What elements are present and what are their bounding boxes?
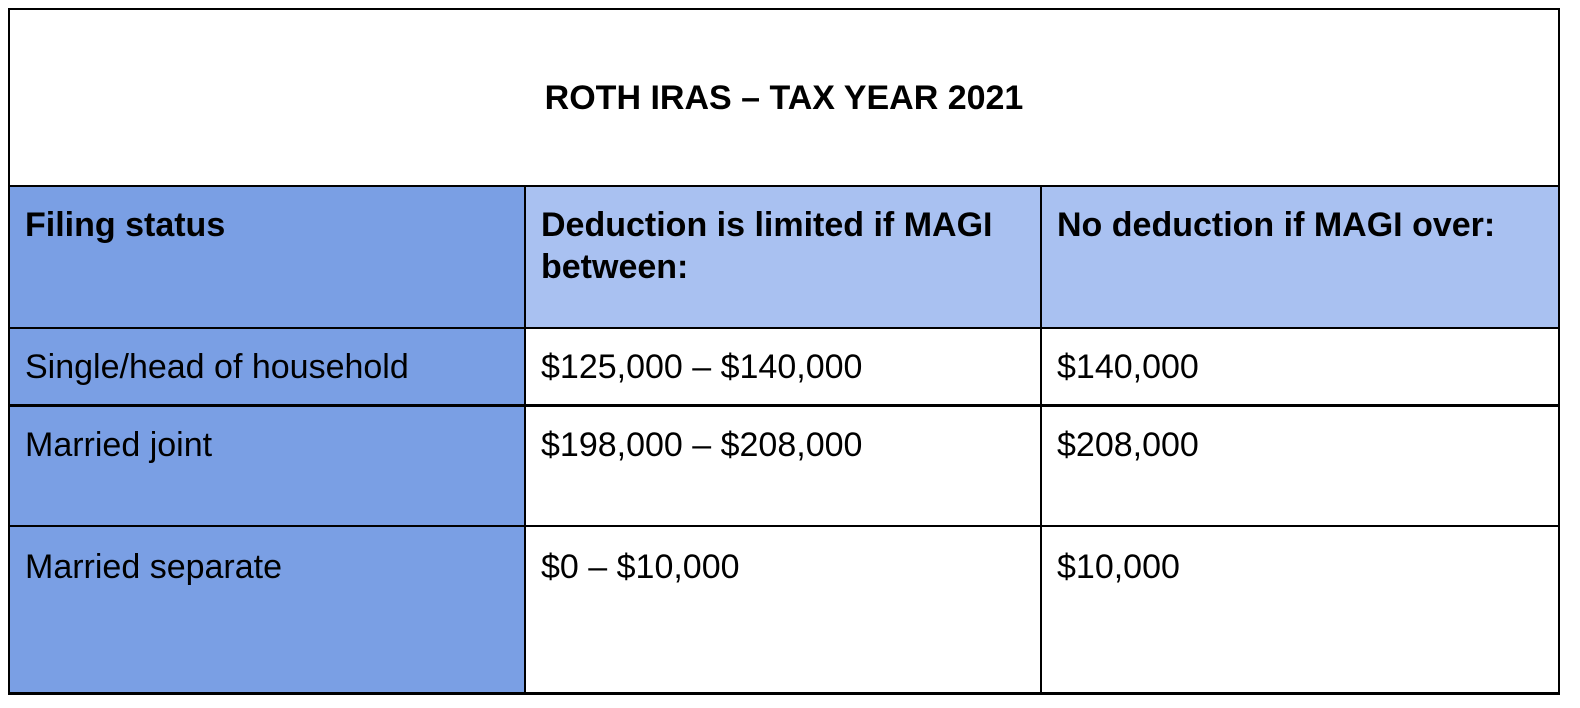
header-filing-status: Filing status: [9, 186, 525, 328]
table-row: [9, 526, 1559, 693]
row-limited-range: $0 – $10,000: [525, 526, 1041, 693]
table-row: [9, 328, 1559, 405]
row-no-deduction: $10,000: [1041, 526, 1559, 693]
row-filing-status: Married joint: [9, 405, 525, 526]
header-row: [9, 186, 1559, 328]
row-limited-range: $125,000 – $140,000: [525, 328, 1041, 405]
row-no-deduction: $208,000: [1041, 405, 1559, 526]
header-limited-range: Deduction is limited if MAGI between:: [525, 186, 1041, 328]
table-title: ROTH IRAS – TAX YEAR 2021: [9, 9, 1559, 186]
roth-ira-table: [8, 8, 1560, 695]
row-filing-status: Single/head of household: [9, 328, 525, 405]
table-row: [9, 405, 1559, 526]
row-limited-range: $198,000 – $208,000: [525, 405, 1041, 526]
header-no-deduction: No deduction if MAGI over:: [1041, 186, 1559, 328]
row-no-deduction: $140,000: [1041, 328, 1559, 405]
row-filing-status: Married separate: [9, 526, 525, 693]
